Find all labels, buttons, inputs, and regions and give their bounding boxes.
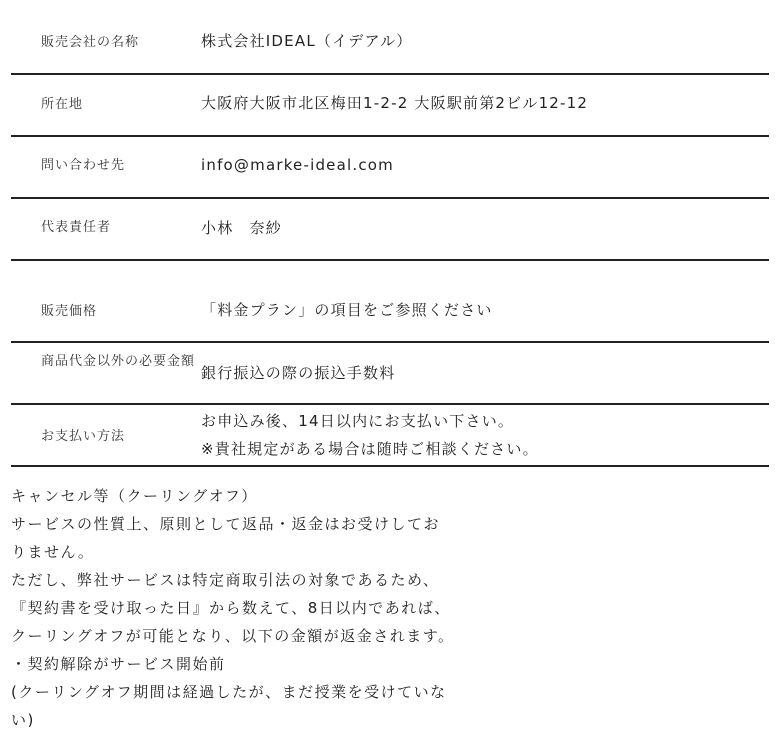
- cancel-line: ただし、弊社サービスは特定商取引法の対象であるため、: [11, 571, 440, 589]
- row-representative: [11, 199, 769, 261]
- cancel-heading: キャンセル等（クーリングオフ）: [11, 487, 258, 505]
- row-label: お支払い方法: [41, 429, 126, 444]
- cancel-line: い): [11, 711, 35, 729]
- row-label: 販売会社の名称: [41, 35, 140, 50]
- row-seller-name: [11, 0, 769, 75]
- row-contact: [11, 137, 769, 199]
- row-label: 商品代金以外の必要金額: [41, 354, 196, 369]
- payment-line: お申込み後、14日以内にお支払い下さい。: [201, 412, 515, 430]
- row-label: 販売価格: [41, 304, 98, 319]
- row-value: 「料金プラン」の項目をご参照ください: [201, 301, 493, 319]
- payment-line: ※貴社規定がある場合は随時ご相談ください。: [201, 440, 539, 458]
- cancel-line: クーリングオフが可能となり、以下の金額が返金されます。: [11, 627, 455, 645]
- row-value: 銀行振込の際の振込手数料: [201, 364, 396, 382]
- row-extra-fees: [11, 343, 769, 405]
- row-value: 株式会社IDEAL（イデアル）: [201, 32, 413, 50]
- cancel-line: サービスの性質上、原則として返品・返金はお受けしてお: [11, 515, 441, 533]
- cancel-line: (クーリングオフ期間は経過したが、まだ授業を受けていな: [11, 683, 447, 701]
- cancel-line: ・契約解除がサービス開始前: [11, 655, 226, 673]
- row-label: 所在地: [41, 97, 84, 112]
- row-value: [201, 407, 539, 463]
- row-value: 小林 奈紗: [201, 219, 283, 237]
- row-value: 大阪府大阪市北区梅田1-2-2 大阪駅前第2ビル12-12: [201, 94, 589, 112]
- row-label: 代表責任者: [41, 220, 112, 235]
- cancel-line: りません。: [11, 543, 95, 561]
- row-value: info@marke-ideal.com: [201, 156, 394, 174]
- row-address: [11, 75, 769, 137]
- row-label: 問い合わせ先: [41, 158, 126, 173]
- seller-info-table: [11, 0, 769, 467]
- row-payment-method: [11, 405, 769, 467]
- cancellation-policy: [11, 482, 531, 734]
- row-price: [11, 261, 769, 343]
- cancel-line: 『契約書を受け取った日』から数えて、8日以内であれば、: [11, 599, 451, 617]
